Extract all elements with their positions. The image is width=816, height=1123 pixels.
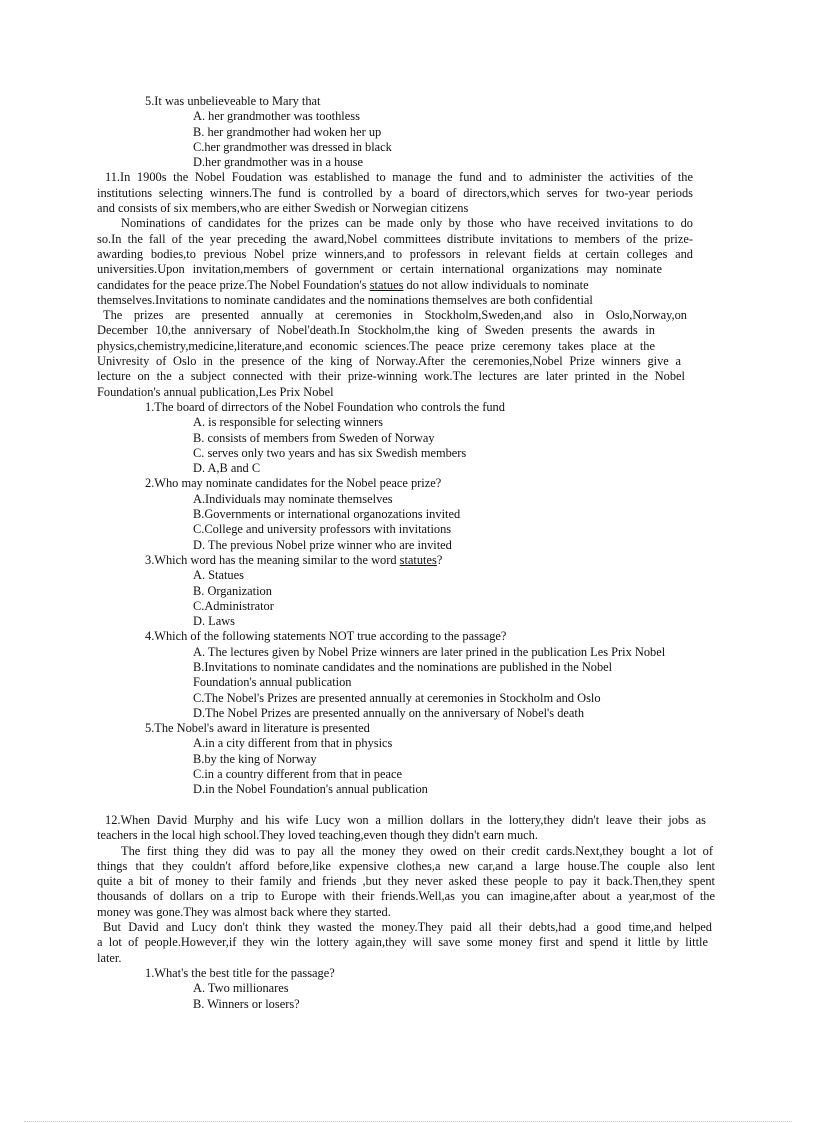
passage-line: so.In the fall of the year preceding the award,Nobel committees distribute invitations to members of the prize- [97, 231, 693, 246]
passage-line: awarding bodies,to previous Nobel prize winners,and to professors in relevant fields at certain colleges and [97, 246, 693, 261]
answer-option: A.Individuals may nominate themselves [193, 491, 393, 506]
answer-option: C.her grandmother was dressed in black [193, 139, 392, 154]
underlined-word: statues [369, 277, 404, 292]
answer-option: C.Administrator [193, 598, 274, 613]
answer-option: Foundation's annual publication [193, 675, 352, 690]
passage-line: candidates for the peace prize.The Nobel Foundation's [97, 277, 367, 292]
question-stem: 5.It was unbelieveable to Mary that [145, 94, 321, 108]
passage-line: themselves.Invitations to nominate candidates and the nominations themselves are both confidential [97, 292, 593, 307]
question-stem: 2.Who may nominate candidates for the Nobel peace prize? [145, 476, 442, 491]
passage-line: things that they couldn't afford before,like expensive clothes,a new car,and a large house.The couple also lent [97, 858, 715, 873]
answer-option: B. Organization [193, 583, 272, 598]
answer-option: A. her grandmother was toothless [193, 109, 360, 124]
passage-line: Foundation's annual publication,Les Prix Nobel [97, 384, 334, 399]
underlined-word: statutes [399, 552, 437, 567]
passage-line: money was gone.They was almost back where they started. [97, 904, 391, 919]
passage-line: a lot of people.However,if they win the lottery again,they will save some money first and spend it little by little [97, 935, 708, 950]
passage-line: The first thing they did was to pay all the money they owed on their credit cards.Next,they bought a lot of [121, 843, 713, 858]
answer-option: D. A,B and C [193, 461, 261, 476]
question-stem: 3.Which word has the meaning similar to the word [145, 552, 397, 567]
passage-line: and consists of six members,who are either Swedish or Norwegian citizens [97, 201, 469, 216]
answer-option: D. The previous Nobel prize winner who are invited [193, 537, 452, 552]
passage-line: later. [97, 950, 122, 965]
answer-option: A. Statues [193, 568, 244, 583]
passage-line: teachers in the local high school.They loved teaching,even though they didn't earn much. [97, 828, 538, 843]
answer-option: D.in the Nobel Foundation's annual publication [193, 782, 428, 797]
answer-option: D.her grandmother was in a house [193, 155, 363, 170]
passage-line: But David and Lucy don't think they wasted the money.They paid all their debts,had a good time,and helped [103, 920, 712, 935]
answer-option: C.The Nobel's Prizes are presented annually at ceremonies in Stockholm and Oslo [193, 690, 601, 705]
passage-line: The prizes are presented annually at ceremonies in Stockholm,Sweden,and also in Oslo,Norway,on [103, 308, 687, 323]
passage-line: quite a bit of money to their family and friends ,but they never asked these people to pay it back.Then,they spent [97, 874, 715, 889]
answer-option: A.in a city different from that in physics [193, 736, 393, 751]
passage-line: 12.When David Murphy and his wife Lucy won a million dollars in the lottery,they didn't leave their jobs as [105, 812, 706, 827]
answer-option: D. Laws [193, 614, 235, 629]
question-stem: 1.What's the best title for the passage? [145, 965, 335, 980]
passage-line: Univresity of Oslo in the presence of the king of Norway.After the ceremonies,Nobel Prize winners give a [97, 354, 681, 369]
answer-option: B.Governments or international organozations invited [193, 507, 461, 522]
page-bottom-rule [24, 1121, 792, 1122]
answer-option: B.by the king of Norway [193, 751, 317, 766]
answer-option: A. The lectures given by Nobel Prize winners are later prined in the publication Les Prix Nobel [193, 644, 666, 659]
passage-line: do not allow individuals to nominate [406, 277, 589, 292]
passage-line: physics,chemistry,medicine,literature,and economic sciences.The peace prize ceremony takes place at the [97, 338, 655, 353]
answer-option: B. her grandmother had woken her up [193, 124, 382, 139]
answer-option: A. is responsible for selecting winners [193, 415, 383, 430]
answer-option: C. serves only two years and has six Swedish members [193, 445, 467, 460]
answer-option: B. consists of members from Sweden of Norway [193, 430, 435, 445]
question-mark: ? [436, 552, 443, 567]
answer-option: D.The Nobel Prizes are presented annually on the anniversary of Nobel's death [193, 705, 585, 720]
passage-line: lecture on the a subject connected with their prize-winning work.The lectures are later printed in the Nobel [97, 369, 685, 384]
answer-option: C.in a country different from that in peace [193, 767, 402, 782]
answer-option: B. Winners or losers? [193, 996, 300, 1011]
document-page [0, 94, 816, 1012]
passage-line: institutions selecting winners.The fund is controlled by a board of directors,which serves for two-year periods [97, 185, 693, 200]
question-stem: 1.The board of dirrectors of the Nobel Foundation who controls the fund [145, 399, 505, 414]
passage-line: Nominations of candidates for the prizes can be made only by those who have received invitations to do [121, 216, 693, 231]
passage-line: thousands of dollars on a trip to Europe with their friends.Well,as you can imagine,after about a year,most of the [97, 889, 715, 904]
passage-line: 11.In 1900s the Nobel Foudation was established to manage the fund and to administer the activities of the [105, 170, 693, 185]
passage-line: December 10,the anniversary of Nobel'death.In Stockholm,the king of Sweden presents the awards in [97, 323, 655, 338]
passage-line: universities.Upon invitation,members of government or certain international organizations may nominate [97, 262, 662, 277]
answer-option: A. Two millionares [193, 981, 289, 996]
answer-option: B.Invitations to nominate candidates and the nominations are published in the Nobel [193, 659, 613, 674]
question-stem: 5.The Nobel's award in literature is presented [145, 721, 370, 736]
question-stem: 4.Which of the following statements NOT true according to the passage? [145, 629, 507, 644]
answer-option: C.College and university professors with invitations [193, 522, 452, 537]
